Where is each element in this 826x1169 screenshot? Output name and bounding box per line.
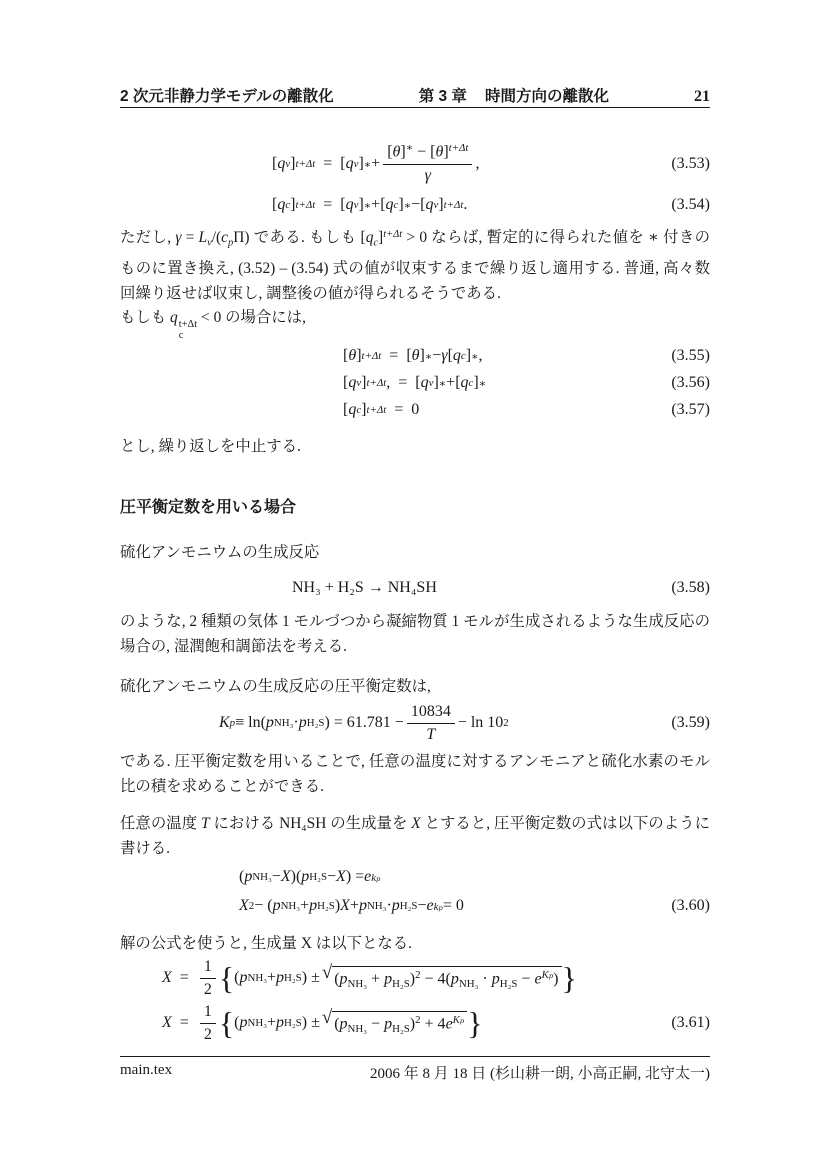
equation-body: [ θ ] t+Δt = [ θ ] ∗ − γ [ q c ] ∗ ,	[343, 347, 483, 364]
equation-body: [ q c ] t+Δt = [ q v ] ∗ + [ q c ] ∗ − [ q v ] t+Δt .	[272, 196, 468, 213]
equation-body: [ q v ] t+Δt , = [ q v ] ∗ + [ q c ] ∗	[343, 374, 487, 391]
equation-number: (3.59)	[671, 714, 710, 731]
page-number: 21	[694, 88, 710, 105]
equation-body: K p ≡ ln( p NH₃ · p H₂S ) = 61.781 − $\frac{10834}{T}$ − ln 10 2	[219, 702, 509, 743]
equation-body: X 2 − ( p NH₃ + p H₂S ) X + p NH₃ · p H₂S − e kₚ = 0	[239, 897, 464, 914]
paragraph-gamma-note: ただし, $\gamma = L_v/(c_p\Pi)$ である. もしも $[q_c]^{t+\Delta t} > 0$ ならば, 暫定的に得られた値を ∗ 付きのものに置き換え, (3.52) – (3.54) 式の値が収束するまで繰り返し適用する. 普通, 高々数回繰り返せば収束し, 調整後の値が得られるそうである.	[120, 229, 710, 302]
paragraph-if-negative: もしも q t+Δt c < 0 の場合には,	[120, 309, 306, 342]
paragraph-kp-intro: 硫化アンモニウムの生成反応の圧平衡定数は,	[120, 678, 431, 695]
section-heading-pressure-equilibrium: 圧平衡定数を用いる場合	[120, 499, 297, 516]
header-rule	[120, 107, 710, 108]
footer-rule	[120, 1056, 710, 1057]
equation-body: X = $\frac{1}{2}$ { ( p NH₃ + p H₂S ) ± √ $(p_{NH_3} - p_{H_2S})^2 + 4e^{K_p}$ }	[162, 1002, 483, 1043]
page-content	[120, 0, 710, 1169]
page-header	[120, 84, 710, 106]
paragraph-kp-usage: である. 圧平衡定数を用いることで, 任意の温度に対するアンモニアと硫化水素のモル比の積を求めることができる.	[120, 753, 710, 795]
equation-number: (3.55)	[671, 347, 710, 364]
equation-body: X = $\frac{1}{2}$ { ( p NH₃ + p H₂S ) ± √ $(p_{NH_3} + p_{H_2S})^2 - 4(p_{NH_3} \cdot p_{H_2S} - e^{K_p})$ }	[162, 957, 577, 998]
equation-number: (3.61)	[671, 1014, 710, 1031]
running-section-title: 2 次元非静力学モデルの離散化	[120, 88, 334, 105]
equation-3-60-line2	[120, 891, 710, 921]
equation-number: (3.60)	[671, 897, 710, 914]
paragraph-quadratic-formula: 解の公式を使うと, 生成量 X は以下となる.	[120, 935, 412, 952]
equation-number: (3.58)	[671, 579, 710, 596]
equation-3-56	[120, 369, 710, 397]
equation-number: (3.53)	[671, 155, 710, 172]
equation-3-58	[120, 575, 710, 601]
equation-3-57	[120, 397, 710, 423]
equation-3-54	[120, 191, 710, 219]
paragraph-reaction-intro: 硫化アンモニウムの生成反応	[120, 544, 320, 561]
equation-body: ( p NH₃ − X )( p H₂S − X ) = e kₚ	[239, 868, 381, 885]
chapter-label: 第 3 章	[418, 88, 467, 105]
footer-date-authors: 2006 年 8 月 18 日 (杉山耕一朗, 小高正嗣, 北守太一)	[370, 1066, 710, 1082]
equation-3-60-line1	[120, 864, 710, 890]
chapter-title: 時間方向の離散化	[484, 88, 609, 105]
equation-3-59	[120, 700, 710, 746]
equation-3-61-line2	[120, 1001, 710, 1045]
paragraph-temperature-x: 任意の温度 T における NH₄SH の生成量を X とすると, 圧平衡定数の式は以下のように書ける.	[120, 815, 710, 857]
equation-number: (3.54)	[671, 196, 710, 213]
equation-3-55	[120, 343, 710, 369]
paragraph-reaction-description: のような, 2 種類の気体 1 モルづつから凝縮物質 1 モルが生成されるような生成反応の場合の, 湿潤飽和調節法を考える.	[120, 613, 710, 655]
equation-number: (3.56)	[671, 374, 710, 391]
equation-3-61-line1	[120, 954, 710, 1002]
footer-filename: main.tex	[120, 1062, 173, 1078]
page-footer	[120, 1062, 710, 1083]
equation-body: [ q c ] t+Δt = 0	[343, 401, 420, 418]
paragraph-stop-iteration: とし, 繰り返しを中止する.	[120, 438, 301, 455]
equation-body: [ q v ] t+Δt = [ q v ] ∗ + $\frac{[\theta]^∗ - [\theta]^{t+\Delta t}}{\gamma}$ ,	[272, 142, 480, 184]
equation-number: (3.57)	[671, 401, 710, 418]
equation-body: NH₃ + H₂S → NH₄SH	[292, 579, 437, 596]
equation-3-53	[120, 139, 710, 189]
